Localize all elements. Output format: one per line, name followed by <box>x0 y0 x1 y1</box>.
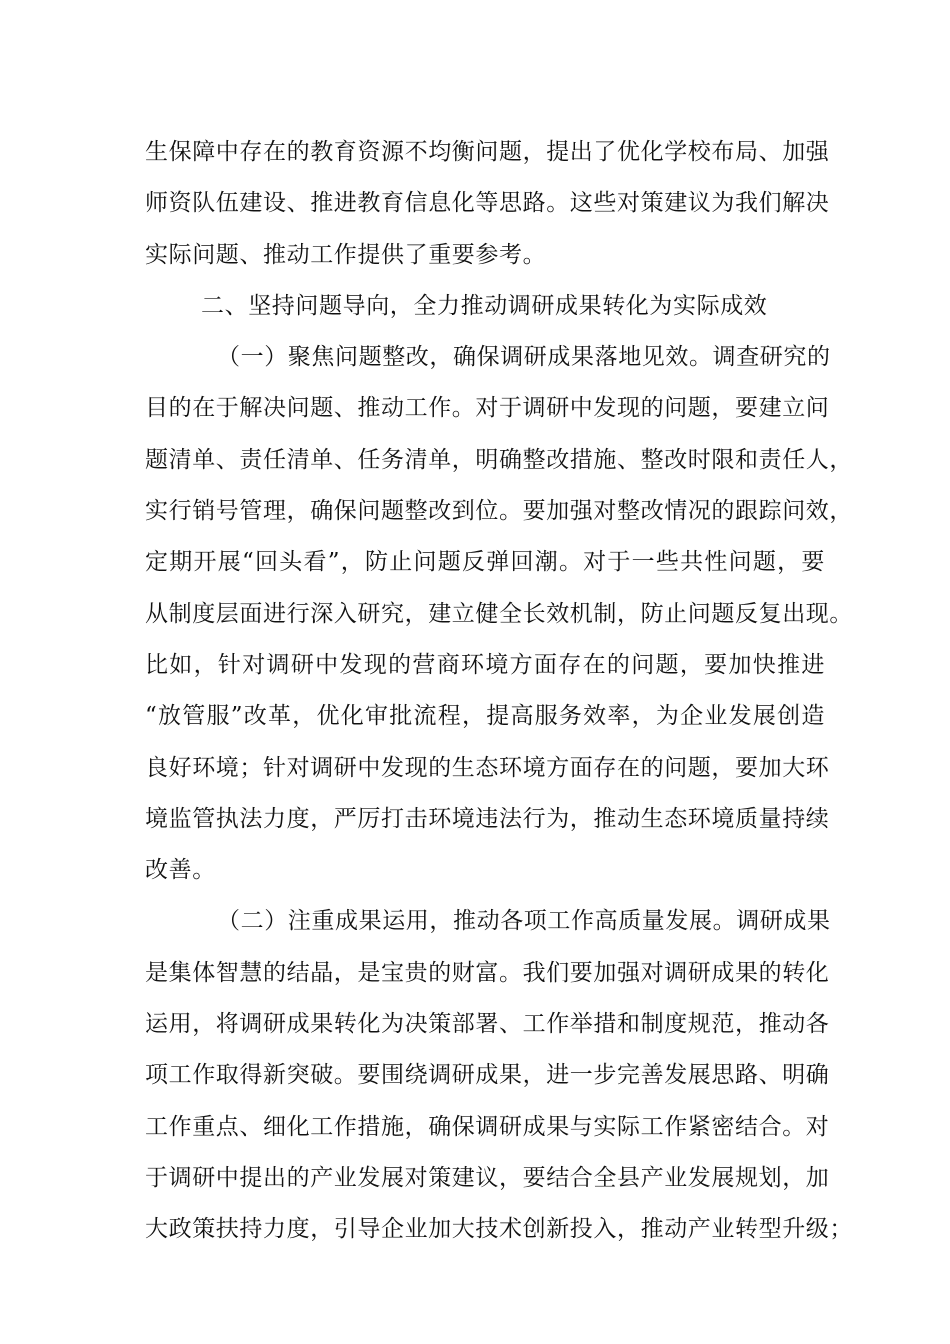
text-line: 实际问题、推动工作提供了重要参考。 <box>145 241 547 268</box>
text-line: 师资队伍建设、推进教育信息化等思路。这些对策建议为我们解决 <box>145 190 830 217</box>
text-line: 从制度层面进行深入研究，建立健全长效机制，防止问题反复出现。 <box>145 600 853 627</box>
text-line: 大政策扶持力度，引导企业加大技术创新投入，推动产业转型升级； <box>145 1216 853 1243</box>
text-line: 生保障中存在的教育资源不均衡问题，提出了优化学校布局、加强 <box>145 139 830 165</box>
text-line: 改善。 <box>145 857 216 884</box>
text-line: 于调研中提出的产业发展对策建议，要结合全县产业发展规划，加 <box>145 1164 830 1191</box>
section-heading: 二、坚持问题导向，全力推动调研成果转化为实际成效 <box>201 292 768 319</box>
text-line: 工作重点、细化工作措施，确保调研成果与实际工作紧密结合。对 <box>145 1113 830 1140</box>
text-line: 题清单、责任清单、任务清单，明确整改措施、整改时限和责任人， <box>145 446 853 473</box>
text-line: 是集体智慧的结晶，是宝贵的财富。我们要加强对调研成果的转化 <box>145 959 830 986</box>
text-line: “放管服”改革，优化审批流程，提高服务效率，为企业发展创造 <box>145 703 825 730</box>
text-line: 良好环境；针对调研中发现的生态环境方面存在的问题，要加大环 <box>145 754 830 781</box>
text-line: 项工作取得新突破。要围绕调研成果，进一步完善发展思路、明确 <box>145 1062 830 1089</box>
text-line: 目的在于解决问题、推动工作。对于调研中发现的问题，要建立问 <box>145 395 830 422</box>
body-text <box>145 127 853 1256</box>
subsection-heading-line: （二）注重成果运用，推动各项工作高质量发展。调研成果 <box>217 908 831 935</box>
text-line: 定期开展“回头看”，防止问题反弹回潮。对于一些共性问题，要 <box>145 549 825 576</box>
text-line: 实行销号管理，确保问题整改到位。要加强对整改情况的跟踪问效， <box>145 498 853 525</box>
text-line: 境监管执法力度，严厉打击环境违法行为，推动生态环境质量持续 <box>145 805 830 832</box>
text-line: 比如，针对调研中发现的营商环境方面存在的问题，要加快推进 <box>145 651 825 678</box>
text-line: 运用，将调研成果转化为决策部署、工作举措和制度规范，推动各 <box>145 1011 830 1038</box>
subsection-heading-line: （一）聚焦问题整改，确保调研成果落地见效。调查研究的 <box>217 344 831 371</box>
